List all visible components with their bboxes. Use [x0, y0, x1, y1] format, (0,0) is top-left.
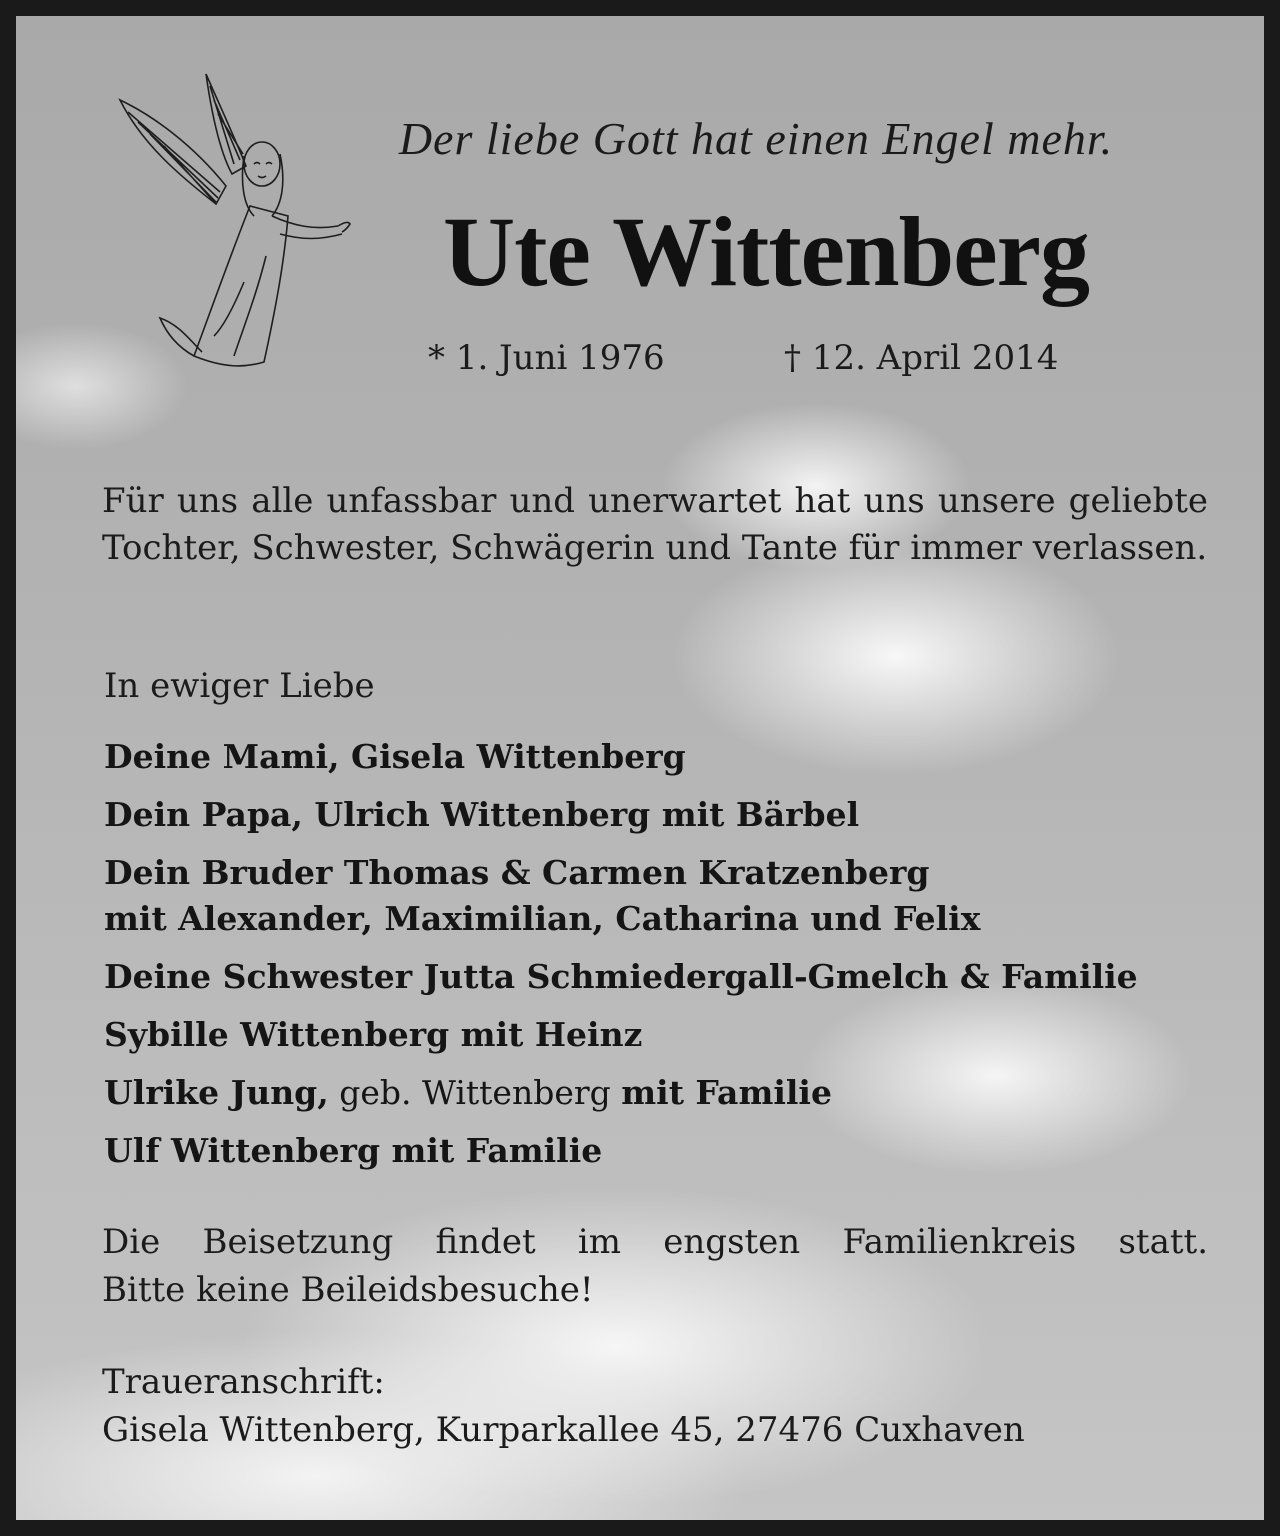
- birth-date: * 1. Juni 1976: [428, 338, 665, 378]
- mourner-sister: Deine Schwester Jutta Schmiedergall-Gmelch & Familie: [104, 957, 1138, 996]
- motto: Der liebe Gott hat einen Engel mehr.: [398, 113, 1114, 164]
- deceased-name: Ute Wittenberg: [442, 196, 1090, 307]
- funeral-line2: Bitte keine Beileidsbesuche!: [102, 1270, 594, 1310]
- mourner-ulf: Ulf Wittenberg mit Familie: [104, 1131, 603, 1170]
- death-date: † 12. April 2014: [784, 338, 1059, 378]
- mourning-address: [102, 1358, 1025, 1454]
- mourner-brother-line2: mit Alexander, Maximilian, Catharina und Felix: [104, 899, 981, 938]
- mourners-list: [104, 734, 1214, 1186]
- angel-icon: [94, 56, 364, 386]
- mourner-brother: [104, 850, 1214, 942]
- address-label: Traueranschrift:: [102, 1362, 385, 1402]
- mourner-father: Dein Papa, Ulrich Wittenberg mit Bärbel: [104, 795, 860, 834]
- funeral-line1: Die Beisetzung findet im engsten Familienkreis statt.: [102, 1222, 1208, 1262]
- mourner-ulrike: [104, 1070, 1214, 1116]
- mourner-ulrike-name: Ulrike Jung,: [104, 1073, 329, 1112]
- intro-text: Für uns alle unfassbar und unerwartet hat uns unsere geliebte Tochter, Schwester, Schwägerin und Tante für immer verlassen.: [102, 481, 1208, 568]
- closing-phrase: In ewiger Liebe: [104, 666, 375, 706]
- mourner-sybille: Sybille Wittenberg mit Heinz: [104, 1015, 643, 1054]
- mourner-brother-line1: Dein Bruder Thomas & Carmen Kratzenberg: [104, 853, 930, 892]
- address-value: Gisela Wittenberg, Kurparkallee 45, 27476 Cuxhaven: [102, 1410, 1025, 1450]
- mourner-ulrike-rest: mit Familie: [621, 1073, 832, 1112]
- mourner-ulrike-maiden: geb. Wittenberg: [328, 1073, 622, 1112]
- mourner-mother: Deine Mami, Gisela Wittenberg: [104, 737, 686, 776]
- funeral-notice: [102, 1218, 1208, 1314]
